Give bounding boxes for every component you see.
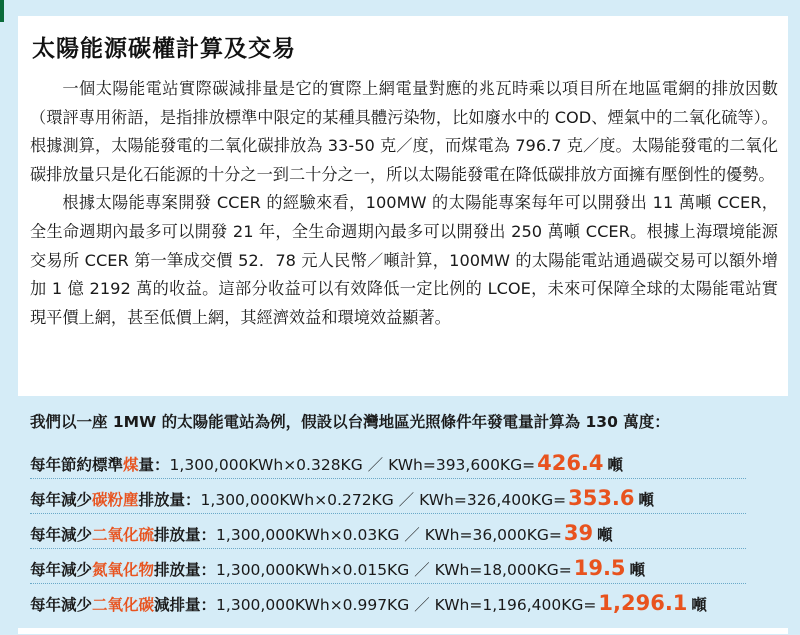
row-highlight: 煤 bbox=[123, 456, 139, 474]
calc-row-co2 bbox=[30, 585, 707, 615]
row-unit: 噸 bbox=[607, 456, 624, 474]
row-result: 1,296.1 bbox=[598, 591, 688, 615]
row-prefix: 每年減少 bbox=[30, 596, 93, 614]
calc-row-nox bbox=[30, 550, 645, 580]
row-result: 39 bbox=[563, 521, 594, 545]
row-unit: 噸 bbox=[597, 526, 613, 544]
row-prefix: 每年減少 bbox=[30, 491, 93, 509]
calc-row-so2 bbox=[30, 515, 613, 545]
row-result: 19.5 bbox=[573, 556, 626, 580]
calc-row-dust bbox=[30, 480, 654, 510]
row-suffix: 量： bbox=[138, 456, 170, 474]
row-result: 353.6 bbox=[568, 486, 635, 510]
row-suffix: 排放量： bbox=[154, 561, 217, 579]
row-highlight: 氮氧化物 bbox=[92, 561, 155, 579]
article-body bbox=[30, 75, 778, 332]
calc-row-coal bbox=[30, 445, 623, 475]
row-formula: 1,300,000KWh×0.997KG ／ KWh=1,196,400KG= bbox=[216, 596, 597, 614]
row-highlight: 碳粉塵 bbox=[92, 491, 139, 509]
row-unit: 噸 bbox=[638, 491, 655, 509]
row-result: 426.4 bbox=[537, 451, 604, 475]
paragraph-ccer-revenue: 根據太陽能專案開發 CCER 的經驗來看，100MW 的太陽能專案每年可以開發出 11 萬噸 CCER，全生命週期內最多可以開發 21 年，全生命週期內最多可以開發出 250 萬噸 CCER。根據上海環境能源交易所 CCER 第一筆成交價 52．78 元人民幣／噸計算，100MW 的太陽能電站通過碳交易可以額外增加 1 億 2192 萬的收益。這部分收益可以有效降低一定比例的 LCOE，未來可保障全球的太陽能電站實現平價上網，甚至低價上網，其經濟效益和環境效益顯著。 bbox=[30, 193, 778, 327]
row-unit: 噸 bbox=[629, 561, 646, 579]
row-highlight: 二氧化碳 bbox=[92, 596, 155, 614]
row-suffix: 減排量： bbox=[154, 596, 217, 614]
calculation-intro: 我們以一座 1MW 的太陽能電站為例，假設以台灣地區光照條件年發電量計算為 130 萬度： bbox=[30, 413, 670, 431]
paragraph-emission-factor: 一個太陽能電站實際碳減排量是它的實際上網電量對應的兆瓦時乘以項目所在地區電網的排放因數（環評專用術語，是指排放標準中限定的某種具體污染物，比如廢水中的 COD、煙氣中的二氧化硫等）。根據測算，太陽能發電的二氧化碳排放為 33-50 克／度，而煤電為 796.7 克／度。太陽能發電的二氧化碳排放量只是化石能源的十分之一到二十分之一，所以太陽能發電在降低碳排放方面擁有壓倒性的優勢。 bbox=[30, 79, 778, 184]
article-title: 太陽能源碳權計算及交易 bbox=[32, 36, 296, 62]
row-unit: 噸 bbox=[691, 596, 707, 614]
row-divider bbox=[30, 548, 746, 549]
row-formula: 1,300,000KWh×0.272KG ／ KWh=326,400KG= bbox=[200, 491, 567, 509]
row-suffix: 排放量： bbox=[154, 526, 217, 544]
row-divider bbox=[30, 583, 746, 584]
row-formula: 1,300,000KWh×0.015KG ／ KWh=18,000KG= bbox=[216, 561, 572, 579]
row-divider bbox=[30, 513, 746, 514]
row-formula: 1,300,000KWh×0.03KG ／ KWh=36,000KG= bbox=[216, 526, 562, 544]
row-formula: 1,300,000KWh×0.328KG ／ KWh=393,600KG= bbox=[169, 456, 536, 474]
row-prefix: 每年減少 bbox=[30, 526, 93, 544]
row-prefix: 每年減少 bbox=[30, 561, 93, 579]
corner-accent bbox=[0, 0, 4, 22]
row-prefix: 每年節約標準 bbox=[30, 456, 124, 474]
row-suffix: 排放量： bbox=[138, 491, 201, 509]
row-divider bbox=[30, 478, 746, 479]
row-highlight: 二氧化硫 bbox=[92, 526, 155, 544]
